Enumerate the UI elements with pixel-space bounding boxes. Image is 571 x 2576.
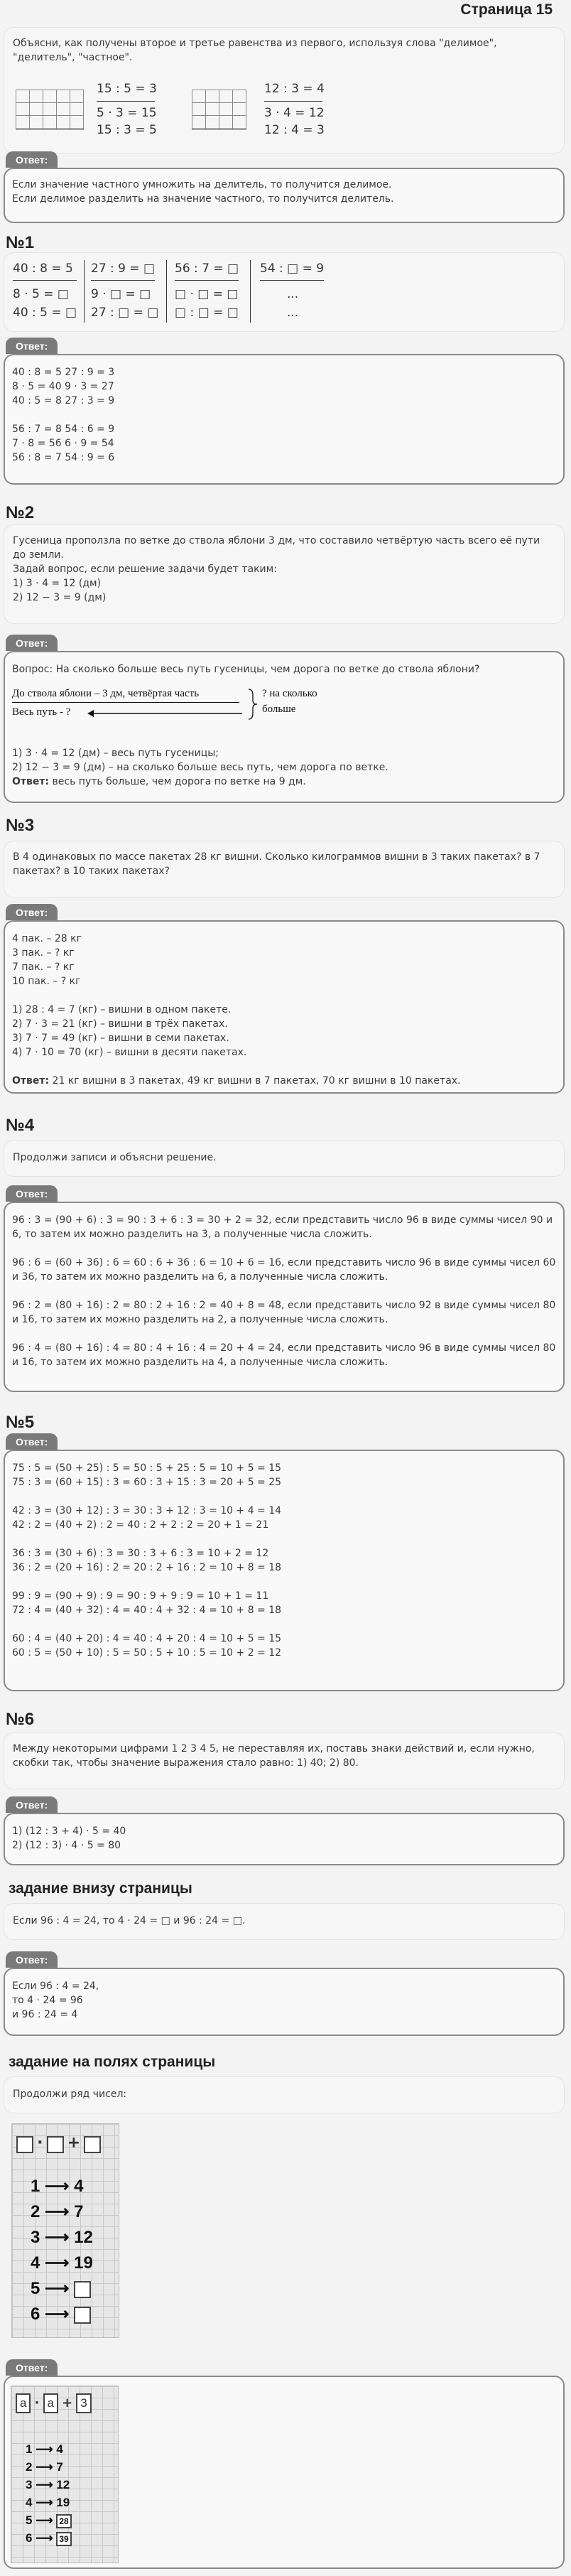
n5-heading: №5 [6, 1413, 35, 1432]
arrow-icon: ⟶ [36, 2496, 53, 2509]
n6-heading: №6 [6, 1710, 35, 1729]
seq-v: 19 [74, 2253, 93, 2273]
seq-n: 2 [31, 2202, 40, 2221]
n6-task-text: Между некоторыми цифрами 1 2 3 4 5, не переставляя их, поставь знаки действий и, если нужно, скобки так, чтобы значение выражения стало равно: 1) 40; 2) 80. [13, 1743, 535, 1769]
intro-left-eq-3: 15 : 3 = 5 [97, 123, 157, 137]
seq-n: 5 [26, 2513, 33, 2527]
seq-row [31, 2225, 93, 2251]
n1-col4-eq-3: ... [287, 306, 299, 320]
n4-answer-card [4, 1202, 565, 1392]
seq-n: 3 [31, 2228, 40, 2247]
seq-n: 4 [31, 2253, 40, 2273]
ans-op-1: · [34, 2396, 40, 2410]
n5-answer-tag: Ответ: [6, 1433, 58, 1450]
n2-scheme-brace-text-1: ? на сколько [262, 688, 317, 699]
ans-op-2: + [62, 2396, 73, 2410]
arrow-icon: ⟶ [36, 2478, 53, 2491]
ans-formula [16, 2393, 92, 2413]
ans-seq-row [26, 2476, 72, 2494]
n2-final [12, 775, 552, 789]
seq-n: 6 [31, 2305, 40, 2324]
seq-n: 3 [26, 2478, 33, 2491]
seq-n: 1 [31, 2177, 40, 2196]
margin-task-card [4, 2076, 565, 2113]
n4-task-text: Продолжи записи и объясни решение. [13, 1152, 217, 1163]
n3-final-text: 21 кг вишни в 3 пакетах, 49 кг вишни в 7 пакетах, 70 кг вишни в 10 пакетах. [49, 1075, 461, 1087]
ans-box-1: a [16, 2393, 31, 2413]
arrow-icon: ⟶ [45, 2279, 70, 2298]
n6-task-card [4, 1732, 565, 1789]
ans-seq-row [26, 2529, 72, 2547]
n2-final-label: Ответ: [12, 776, 50, 787]
arrow-icon: ⟶ [45, 2202, 70, 2221]
n4-answer-tag: Ответ: [6, 1185, 58, 1202]
n1-heading: №1 [6, 233, 35, 252]
margin-heading: задание на полях страницы [9, 2054, 216, 2070]
intro-right-eq-2: 3 · 4 = 12 [264, 106, 325, 120]
n1-answer-card [4, 354, 565, 485]
n6-answer-tag: Ответ: [6, 1796, 58, 1813]
n1-col3-eq-1: 56 : 7 = □ [175, 262, 239, 276]
bottom-answer-tag: Ответ: [6, 1951, 58, 1968]
bottom-task-card [4, 1903, 565, 1940]
page-title: Страница 15 [460, 1, 553, 18]
n3-answer-text: 4 пак. – 28 кг 3 пак. – ? кг 7 пак. – ? кг 10 пак. – ? кг 1) 28 : 4 = 7 (кг) – вишни в одном пакете. 2) 7 · 3 = 21 (кг) – вишни в трёх пакетах. 3) 7 · 7 = 49 (кг) – вишни в семи пакетах. 4) 7 · 10 = 70 (кг) – вишни в десяти пакетах. [12, 933, 247, 1058]
seq-row [31, 2276, 93, 2302]
seq-n: 4 [26, 2496, 33, 2509]
n2-scheme-arrow [87, 709, 244, 718]
intro-answer-card [4, 168, 565, 223]
bottom-task-text: Если 96 : 4 = 24, то 4 · 24 = □ и 96 : 24 = □. [13, 1915, 246, 1926]
n1-answer-tag: Ответ: [6, 338, 58, 354]
n2-heading: №2 [6, 503, 35, 522]
n1-col1-eq-3: 40 : 5 = □ [13, 306, 77, 320]
n2-task-text: Гусеница проползла по ветке до ствола яблони 3 дм, что составило четвёртую часть всего её пути до земли. Задай вопрос, если решение задачи будет таким: 1) 3 · 4 = 12 (дм) 2) 12 − 3 = 9 (дм) [13, 535, 540, 603]
intro-left-grid [16, 90, 84, 130]
n1-separator-2 [166, 260, 167, 323]
seq-v: 4 [56, 2442, 63, 2456]
seq-blank-box [74, 2307, 91, 2324]
n3-task-card [4, 841, 565, 898]
ans-seq-row [26, 2458, 72, 2476]
ans-box-2: a [43, 2393, 58, 2413]
formula-op-1: · [37, 2134, 43, 2152]
n3-heading: №3 [6, 816, 35, 835]
arrow-icon: ⟶ [36, 2531, 53, 2545]
bottom-answer-card [4, 1968, 565, 2036]
n3-answer-card [4, 920, 565, 1094]
intro-answer-text: Если значение частного умножить на делитель, то получится делимое. Если делимое разделить на значение частного, то получится делитель. [12, 179, 394, 205]
n1-col4-eq-2: ... [287, 287, 299, 301]
ans-seq-list [26, 2440, 72, 2547]
n1-col1-eq-1: 40 : 8 = 5 [13, 262, 73, 276]
seq-row [31, 2251, 93, 2276]
margin-formula [16, 2134, 101, 2153]
arrow-icon: ⟶ [45, 2228, 70, 2247]
n1-col1-line [13, 280, 77, 281]
seq-blank-box [74, 2281, 91, 2298]
n2-final-text: весь путь больше, чем дорога по ветке на 9 дм. [49, 776, 306, 787]
n6-answer-card [4, 1813, 565, 1865]
intro-left-eq-1: 15 : 5 = 3 [97, 82, 157, 96]
n1-col2-eq-3: 27 : □ = □ [91, 306, 159, 320]
arrow-icon: ⟶ [36, 2513, 53, 2527]
seq-v: 12 [56, 2478, 70, 2491]
n1-col2-eq-1: 27 : 9 = □ [91, 262, 156, 276]
arrow-icon: ⟶ [36, 2442, 53, 2456]
n1-answer-text: 40 : 8 = 5 27 : 9 = 3 8 · 5 = 40 9 · 3 = 27 40 : 5 = 8 27 : 3 = 9 56 : 7 = 8 54 : 6 = 9 7 · 8 = 56 6 · 9 = 54 56 : 8 = 7 54 : 9 = 6 [12, 367, 115, 463]
seq-n: 1 [26, 2442, 33, 2456]
formula-box-2 [47, 2136, 64, 2153]
n1-separator-1 [84, 260, 85, 323]
seq-v: 7 [56, 2460, 63, 2474]
n5-answer-card [4, 1450, 565, 1691]
n1-col2-eq-2: 9 · □ = □ [91, 287, 151, 301]
seq-n: 6 [26, 2531, 33, 2545]
n6-answer-text: 1) (12 : 3 + 4) · 5 = 40 2) (12 : 3) · 4 · 5 = 80 [12, 1826, 126, 1851]
arrow-icon: ⟶ [45, 2305, 70, 2324]
formula-box-3 [84, 2136, 101, 2153]
n1-col3-eq-3: □ : □ = □ [175, 306, 239, 320]
n2-solution-1: 1) 3 · 4 = 12 (дм) – весь путь гусеницы; [12, 748, 219, 759]
seq-n: 2 [26, 2460, 33, 2474]
n1-col2-line [91, 280, 155, 281]
n1-task-card [4, 252, 565, 332]
intro-right-eq-1: 12 : 3 = 4 [264, 82, 325, 96]
formula-op-2: + [67, 2134, 81, 2152]
n1-col3-line [175, 280, 239, 281]
margin-seq-list [31, 2174, 93, 2327]
seq-n: 5 [31, 2279, 40, 2298]
n2-solution-2: 2) 12 − 3 = 9 (дм) – на сколько больше весь путь, чем дорога по ветке. [12, 762, 388, 773]
n3-task-text: В 4 одинаковых по массе пакетах 28 кг вишни. Сколько килограммов вишни в 3 таких пакетах? в 7 пакетах? в 10 таких пакетах? [13, 851, 540, 877]
intro-left-eq-2: 5 · 3 = 15 [97, 106, 157, 120]
arrow-icon: ⟶ [45, 2177, 70, 2196]
n3-final-label: Ответ: [12, 1075, 50, 1087]
seq-v: 4 [74, 2177, 84, 2196]
seq-v: 12 [74, 2228, 93, 2247]
margin-task-text: Продолжи ряд чисел: [13, 2089, 127, 2100]
intro-task-card [4, 27, 565, 153]
intro-answer-tag: Ответ: [6, 151, 58, 168]
n2-scheme-branch-line [12, 702, 239, 703]
n1-col4-eq-1: 54 : □ = 9 [260, 262, 325, 276]
n2-question: Вопрос: На сколько больше весь путь гусеницы, чем дорога по ветке до ствола яблони? [12, 664, 480, 675]
bottom-answer-text: Если 96 : 4 = 24, то 4 · 24 = 96 и 96 : 24 = 4 [12, 1980, 99, 2020]
n4-heading: №4 [6, 1116, 35, 1135]
seq-v: 28 [56, 2514, 71, 2528]
arrow-icon: ⟶ [36, 2460, 53, 2474]
n2-task-card [4, 524, 565, 624]
n3-answer-tag: Ответ: [6, 904, 58, 920]
margin-answer-figure [11, 2386, 119, 2563]
intro-right-line [264, 101, 322, 102]
n2-answer-card [4, 651, 565, 803]
n4-task-card [4, 1140, 565, 1177]
seq-v: 19 [56, 2496, 70, 2509]
n1-col1-eq-2: 8 · 5 = □ [13, 287, 69, 301]
n1-separator-3 [250, 260, 251, 323]
intro-left-line [97, 101, 155, 102]
n2-scheme-line-1: До ствола яблони – 3 дм, четвёртая часть [12, 688, 200, 699]
intro-right-eq-3: 12 : 4 = 3 [264, 123, 325, 137]
formula-box-1 [16, 2136, 33, 2153]
arrow-icon: ⟶ [45, 2253, 70, 2273]
n2-answer-tag: Ответ: [6, 635, 58, 651]
margin-sequence-figure [11, 2123, 119, 2338]
margin-answer-tag: Ответ: [6, 2359, 58, 2376]
ans-seq-row [26, 2494, 72, 2511]
n4-answer-text: 96 : 3 = (90 + 6) : 3 = 90 : 3 + 6 : 3 = 30 + 2 = 32, если представить число 96 в виде суммы чисел 90 и 6, то затем их можно разделить на 3, а полученные числа сложить. 96 : 6 = (60 + 36) : 6 = 60 : 6 + 36 : 6 = 10 + 6 = 16, если представить число 96 в виде суммы чисел 60 и 36, то затем их можно разделить на 6, а полученные числа сложить. 96 : 2 = (80 + 16) : 2 = 80 : 2 + 16 : 2 = 40 + 8 = 48, если представить число 92 в виде суммы чисел 80 и 16, то затем их можно разделить на 2, а полученные числа сложить. 96 : 4 = (80 + 16) : 4 = 80 : 4 + 16 : 4 = 20 + 4 = 24, если представить число 96 в виде суммы чисел 80 и 16, то затем их можно разделить на 4, а полученные числа сложить. [12, 1214, 556, 1368]
seq-v: 39 [56, 2532, 71, 2546]
seq-v: 7 [74, 2202, 84, 2221]
ans-box-3: 3 [76, 2393, 91, 2413]
intro-task-text: Объясни, как получены второе и третье равенства из первого, используя слова "делимое", "делитель", "частное". [13, 38, 497, 63]
ans-seq-row [26, 2440, 72, 2458]
seq-row [31, 2302, 93, 2327]
intro-right-grid [192, 90, 246, 130]
n2-scheme-line-2: Весь путь - ? [12, 706, 71, 718]
seq-row [31, 2174, 93, 2199]
n1-col4-line [260, 280, 324, 281]
bottom-heading: задание внизу страницы [9, 1880, 192, 1897]
ans-seq-row [26, 2511, 72, 2529]
seq-row [31, 2199, 93, 2225]
margin-answer-card [4, 2376, 565, 2569]
n2-scheme-brace [248, 688, 258, 721]
n5-answer-text: 75 : 5 = (50 + 25) : 5 = 50 : 5 + 25 : 5 = 10 + 5 = 15 75 : 3 = (60 + 15) : 3 = 60 : 3 + 15 : 3 = 20 + 5 = 25 42 : 3 = (30 + 12) : 3 = 30 : 3 + 12 : 3 = 10 + 4 = 14 42 : 2 = (40 + 2) : 2 = 40 : 2 + 2 : 2 = 20 + 1 = 21 36 : 3 = (30 + 6) : 3 = 30 : 3 + 6 : 3 = 10 + 2 = 12 36 : 2 = (20 + 16) : 2 = 20 : 2 + 16 : 2 = 10 + 8 = 18 99 : 9 = (90 + 9) : 9 = 90 : 9 + 9 : 9 = 10 + 1 = 11 72 : 4 = (40 + 32) : 4 = 40 : 4 + 32 : 4 = 10 + 8 = 18 60 : 4 = (40 + 20) : 4 = 40 : 4 + 20 : 4 = 10 + 5 = 15 60 : 5 = (50 + 10) : 5 = 50 : 5 + 10 : 5 = 10 + 2 = 12 [12, 1462, 282, 1659]
n3-final [12, 1074, 559, 1088]
n2-scheme-brace-text-2: больше [262, 704, 296, 715]
n1-col3-eq-2: □ · □ = □ [175, 287, 239, 301]
